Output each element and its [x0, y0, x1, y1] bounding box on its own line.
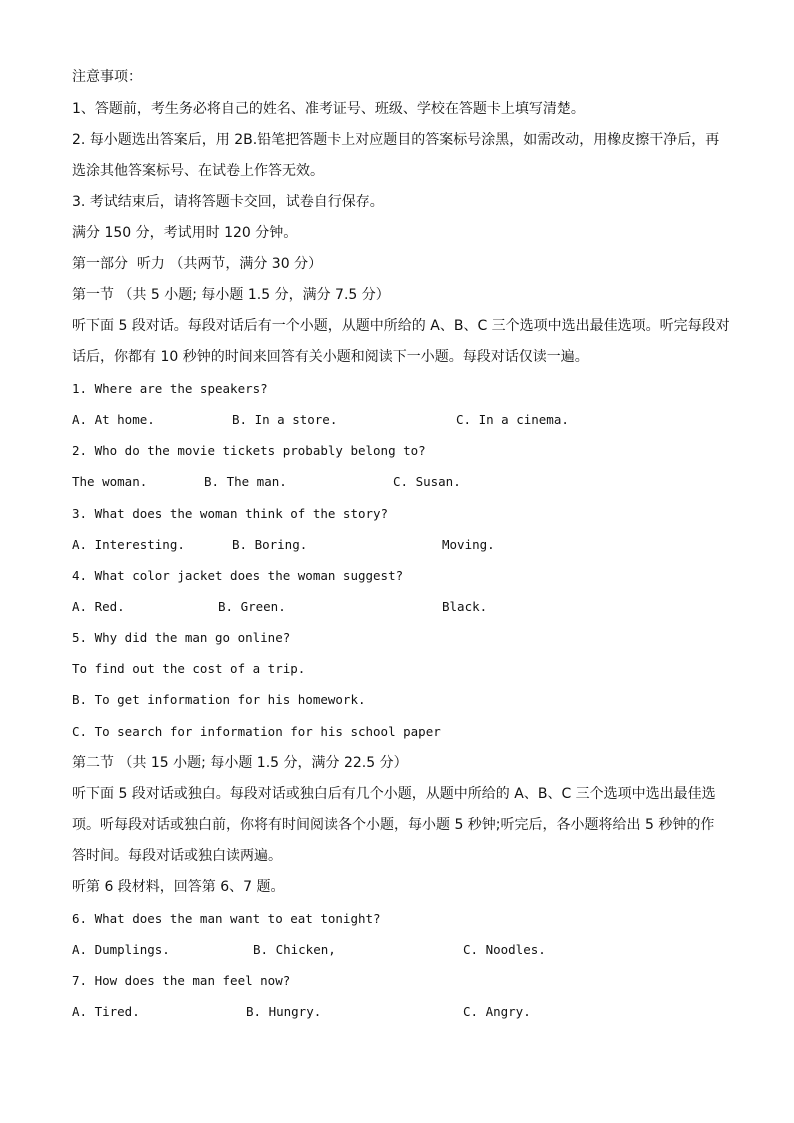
option-b: B. Boring.	[232, 537, 308, 552]
question-stem: 5. Why did the man go online?	[72, 630, 291, 645]
question-stem: 6. What does the man want to eat tonight?	[72, 911, 381, 926]
option-c: C. In a cinema.	[456, 412, 569, 427]
question-stem: 2. Who do the movie tickets probably belong to?	[72, 443, 426, 458]
option-b: B. Chicken,	[253, 942, 336, 957]
option-b: B. The man.	[204, 474, 287, 489]
question-stem: 1. Where are the speakers?	[72, 381, 268, 396]
question-stem: 3. What does the woman think of the story?	[72, 506, 389, 521]
option-a: A. Interesting.	[72, 537, 185, 552]
option-a: To find out the cost of a trip.	[72, 661, 306, 676]
option-c: C. Susan.	[393, 474, 461, 489]
option-c: Moving.	[442, 537, 495, 552]
section2-instruction-line-1: 听下面 5 段对话或独白。每段对话或独白后有几个小题，从题中所给的 A、B、C 三个选项中选出最佳选	[72, 786, 716, 802]
option-c: Black.	[442, 599, 488, 614]
option-c: C. Angry.	[463, 1004, 531, 1019]
notes-item-1: 1、答题前，考生务必将自己的姓名、准考证号、班级、学校在答题卡上填写清楚。	[72, 101, 585, 117]
option-b: B. Green.	[218, 599, 286, 614]
option-b: B. Hungry.	[246, 1004, 322, 1019]
notes-item-3: 3. 考试结束后，请将答题卡交回，试卷自行保存。	[72, 194, 384, 210]
notes-heading: 注意事项：	[72, 69, 142, 85]
question-stem: 4. What color jacket does the woman suggest?	[72, 568, 404, 583]
section1-title: 第一节 （共 5 小题; 每小题 1.5 分，满分 7.5 分）	[72, 287, 390, 303]
option-b: B. In a store.	[232, 412, 338, 427]
option-a: The woman.	[72, 474, 148, 489]
section2-instruction-line-2: 项。听每段对话或独白前，你将有时间阅读各个小题，每小题 5 秒钟;听完后，各小题将给出 5 秒钟的作	[72, 817, 715, 833]
section2-title: 第二节 （共 15 小题; 每小题 1.5 分，满分 22.5 分）	[72, 755, 408, 771]
notes-item-2-line-1: 2. 每小题选出答案后，用 2B.铅笔把答题卡上对应题目的答案标号涂黑，如需改动，用橡皮擦干净后，再	[72, 132, 720, 148]
part1-title: 第一部分 听力 （共两节，满分 30 分）	[72, 256, 323, 272]
section1-instruction-line-1: 听下面 5 段对话。每段对话后有一个小题，从题中所给的 A、B、C 三个选项中选出最佳选项。听完每段对	[72, 318, 730, 334]
option-c: C. Noodles.	[463, 942, 546, 957]
option-a: A. Red.	[72, 599, 125, 614]
option-a: A. At home.	[72, 412, 155, 427]
notes-item-2-line-2: 选涂其他答案标号、在试卷上作答无效。	[72, 163, 324, 179]
section2-instruction-line-3: 答时间。每段对话或独白读两遍。	[72, 848, 282, 864]
option-a: A. Tired.	[72, 1004, 140, 1019]
option-a: A. Dumplings.	[72, 942, 170, 957]
section1-instruction-line-2: 话后，你都有 10 秒钟的时间来回答有关小题和阅读下一小题。每段对话仅读一遍。	[72, 349, 589, 365]
score-info: 满分 150 分，考试用时 120 分钟。	[72, 225, 298, 241]
option-c: C. To search for information for his school paper	[72, 724, 441, 739]
option-b: B. To get information for his homework.	[72, 692, 366, 707]
question-stem: 7. How does the man feel now?	[72, 973, 291, 988]
material-6-instruction: 听第 6 段材料，回答第 6、7 题。	[72, 879, 285, 895]
exam-page	[72, 0, 732, 1123]
